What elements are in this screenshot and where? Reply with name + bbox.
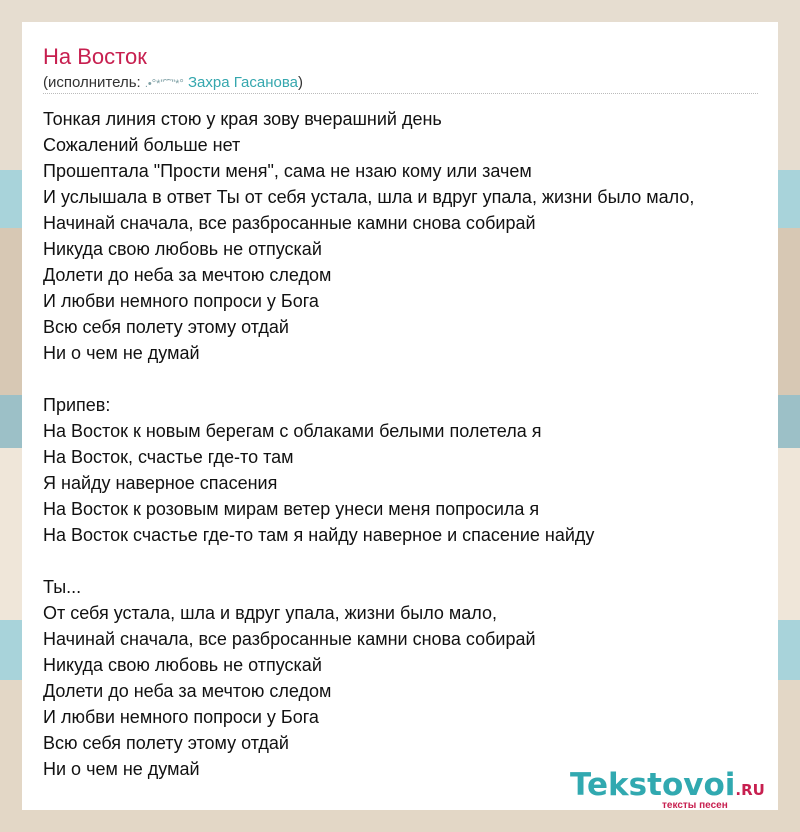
song-title: На Восток	[43, 44, 147, 69]
lyric-line: Сожалений больше нет	[43, 135, 241, 155]
lyric-line: Тонкая линия стою у края зову вчерашний день	[43, 109, 442, 129]
artist-link[interactable]: Захра Гасанова	[187, 74, 298, 91]
lyrics-card	[22, 22, 778, 810]
site-logo[interactable]	[570, 768, 780, 812]
logo-main-text: Tekstovoi	[570, 767, 736, 803]
lyric-line: Никуда свою любовь не отпускай	[43, 239, 322, 259]
lyric-line: Припев:	[43, 395, 111, 415]
lyric-line: Ни о чем не думай	[43, 759, 200, 779]
lyric-line: На Восток, счастье где-то там	[43, 447, 294, 467]
lyric-line: Прошептала "Прости меня", сама не нзаю кому или зачем	[43, 161, 532, 181]
lyric-line: И любви немного попроси у Бога	[43, 707, 319, 727]
lyric-line	[43, 548, 778, 574]
lyric-line: Никуда свою любовь не отпускай	[43, 655, 322, 675]
lyric-line: От себя устала, шла и вдруг упала, жизни было мало,	[43, 603, 498, 623]
lyric-line: На Восток к новым берегам с облаками белыми полетела я	[43, 421, 542, 441]
lyric-line: Ни о чем не думай	[43, 343, 200, 363]
lyrics-text	[43, 106, 778, 782]
logo-tagline: тексты песен	[662, 800, 728, 811]
lyric-line: Долети до неба за мечтою следом	[43, 681, 332, 701]
lyric-line: Ты...	[43, 577, 82, 597]
lyric-line	[43, 366, 778, 392]
lyric-line: Долети до неба за мечтою следом	[43, 265, 332, 285]
lyric-line: Всю себя полету этому отдай	[43, 317, 289, 337]
lyric-line: Всю себя полету этому отдай	[43, 733, 289, 753]
artist-suffix: )	[297, 74, 303, 91]
lyric-line: На Восток счастье где-то там я найду наверное и спасение найду	[43, 525, 595, 545]
divider	[43, 93, 758, 94]
lyric-line: Я найду наверное спасения	[43, 473, 278, 493]
lyric-line: На Восток к розовым мирам ветер унеси меня попросила я	[43, 499, 540, 519]
lyric-line: И любви немного попроси у Бога	[43, 291, 319, 311]
logo-tld: .RU	[735, 781, 765, 799]
artist-prefix: (исполнитель:	[43, 74, 145, 91]
lyric-line: Начинай сначала, все разбросанные камни снова собирай	[43, 213, 536, 233]
lyric-line: Начинай сначала, все разбросанные камни снова собирай	[43, 629, 536, 649]
artist-nick[interactable]: .•°*”˜˜”*°	[144, 78, 184, 90]
artist-line	[43, 73, 303, 94]
lyric-line: И услышала в ответ Ты от себя устала, шла и вдруг упала, жизни было мало,	[43, 187, 695, 207]
